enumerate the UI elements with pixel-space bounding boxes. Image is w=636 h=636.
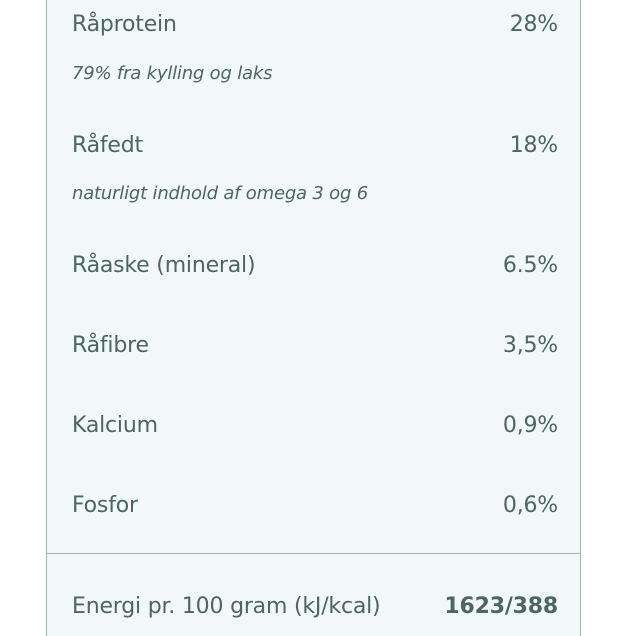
energy-value: 1623/388 [444,594,558,619]
nutrient-value: 0,9% [502,413,558,438]
nutrient-label: Kalcium [72,413,158,438]
nutrition-panel [46,0,581,636]
nutrient-value: 3,5% [502,333,558,358]
nutrient-label: Råaske (mineral) [72,253,256,278]
nutrient-row-rafibre [72,333,558,359]
energy-row [72,594,558,620]
nutrient-label: Råfibre [72,333,149,358]
nutrient-label: Råfedt [72,133,143,158]
nutrient-note: 79% fra kylling og laks [72,63,273,84]
nutrient-row-raprotein [72,12,558,38]
nutrient-row-kalcium [72,413,558,439]
nutrient-label: Råprotein [72,12,177,37]
divider [47,553,580,554]
nutrient-row-fosfor [72,493,558,519]
nutrient-value: 28% [509,12,558,37]
nutrient-note: naturligt indhold af omega 3 og 6 [72,183,368,204]
nutrient-row-raaske [72,253,558,279]
nutrient-value: 18% [509,133,558,158]
energy-label: Energi pr. 100 gram (kJ/kcal) [72,594,381,619]
nutrient-label: Fosfor [72,493,138,518]
nutrient-value: 0,6% [502,493,558,518]
nutrient-row-rafedt [72,133,558,159]
nutrient-value: 6.5% [502,253,558,278]
